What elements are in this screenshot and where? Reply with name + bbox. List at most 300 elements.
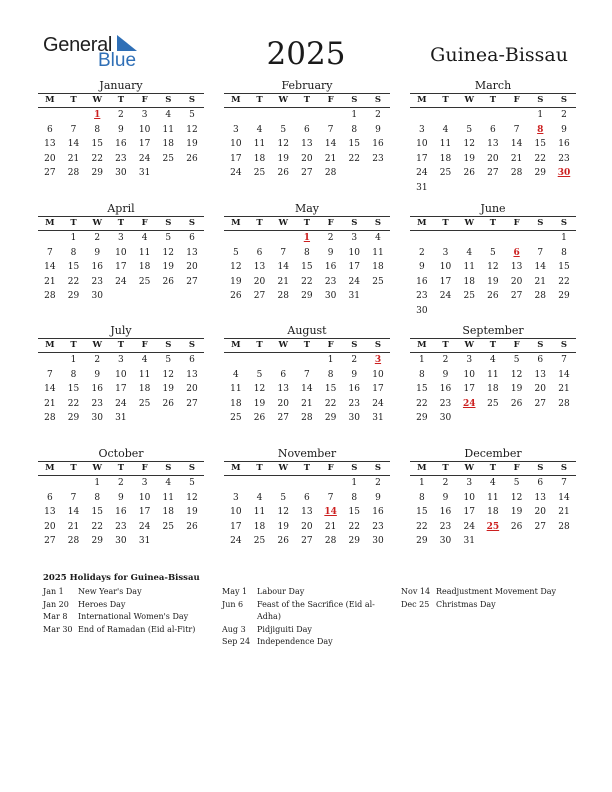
day-cell: 6 xyxy=(256,247,263,258)
day-cell: 17 xyxy=(372,384,384,395)
day-cell: 23 xyxy=(115,153,127,164)
day-cell: 25 xyxy=(463,291,475,302)
weekday-header: M xyxy=(224,338,248,353)
holiday-date: Dec 25 xyxy=(401,599,430,609)
weekday-header: T xyxy=(109,93,133,108)
weekday-header: M xyxy=(38,216,62,231)
holiday-day-cell: 8 xyxy=(537,124,544,135)
day-cell: 23 xyxy=(439,398,452,409)
weekday-header: S xyxy=(180,216,204,231)
empty-day-cell xyxy=(271,476,295,491)
weekday-header: S xyxy=(342,216,366,231)
day-cell: 22 xyxy=(416,398,428,409)
day-cell: 17 xyxy=(138,507,151,518)
weekday-header: S xyxy=(366,338,390,353)
empty-day-cell xyxy=(38,353,62,368)
day-cell: 6 xyxy=(490,124,496,135)
day-cell: 30 xyxy=(91,291,103,302)
day-cell: 5 xyxy=(256,369,263,380)
day-cell: 25 xyxy=(162,521,174,532)
month-name: October xyxy=(98,447,144,460)
holiday-item xyxy=(222,586,387,599)
weekday-header: T xyxy=(434,461,458,476)
day-cell: 4 xyxy=(490,478,496,488)
empty-day-cell xyxy=(528,231,552,246)
day-cell: 5 xyxy=(513,478,520,488)
day-cell: 5 xyxy=(165,355,172,365)
weekday-header: S xyxy=(552,461,576,476)
day-cell: 16 xyxy=(115,139,127,150)
day-cell: 25 xyxy=(138,398,151,409)
weekday-header: F xyxy=(133,338,157,353)
day-cell: 27 xyxy=(487,168,499,179)
day-cell: 19 xyxy=(277,153,289,164)
day-cell: 5 xyxy=(189,110,195,120)
weekday-header: S xyxy=(180,461,204,476)
weekday-header: T xyxy=(481,338,505,353)
weekday-header: S xyxy=(156,93,180,108)
weekday-header: F xyxy=(319,93,343,108)
day-cell: 30 xyxy=(372,536,384,547)
day-cell: 19 xyxy=(162,384,174,395)
day-cell: 18 xyxy=(230,398,242,409)
day-cell: 15 xyxy=(91,507,103,518)
day-cell: 12 xyxy=(463,139,475,150)
day-cell: 26 xyxy=(186,153,198,164)
day-cell: 1 xyxy=(94,478,101,488)
month-days-grid xyxy=(38,338,204,426)
weekday-header: S xyxy=(342,461,366,476)
day-cell: 6 xyxy=(46,492,53,503)
day-cell: 17 xyxy=(138,139,151,150)
weekday-header: S xyxy=(342,338,366,353)
weekday-header: T xyxy=(481,93,505,108)
weekday-header: M xyxy=(224,461,248,476)
day-cell: 15 xyxy=(67,262,80,273)
weekday-header: W xyxy=(457,216,481,231)
holiday-item xyxy=(222,636,387,649)
day-cell: 18 xyxy=(487,384,499,395)
day-cell: 6 xyxy=(304,492,310,503)
holiday-day-cell: 30 xyxy=(557,168,571,179)
day-cell: 10 xyxy=(372,369,384,380)
holiday-day-cell: 6 xyxy=(513,247,520,258)
day-cell: 13 xyxy=(277,384,289,395)
empty-day-cell xyxy=(434,231,458,246)
day-cell: 9 xyxy=(327,247,334,258)
day-cell: 4 xyxy=(165,478,172,488)
day-cell: 6 xyxy=(280,369,287,380)
day-cell: 24 xyxy=(230,168,242,179)
empty-day-cell xyxy=(224,476,248,491)
weekday-header: T xyxy=(62,338,86,353)
day-cell: 2 xyxy=(351,355,358,365)
day-cell: 2 xyxy=(442,478,449,488)
day-cell: 25 xyxy=(162,153,174,164)
day-cell: 14 xyxy=(558,492,570,503)
day-cell: 25 xyxy=(487,398,499,409)
day-cell: 17 xyxy=(230,521,242,532)
day-cell: 31 xyxy=(463,536,475,547)
day-cell: 8 xyxy=(70,247,77,258)
day-cell: 4 xyxy=(256,492,263,503)
day-cell: 28 xyxy=(44,413,56,424)
day-cell: 6 xyxy=(537,478,544,488)
holiday-day-cell: 1 xyxy=(303,233,311,243)
day-cell: 23 xyxy=(558,153,570,164)
month-april xyxy=(38,202,204,304)
day-cell: 26 xyxy=(277,536,289,547)
holiday-item xyxy=(43,611,213,624)
day-cell: 12 xyxy=(253,384,266,395)
day-cell: 30 xyxy=(115,536,127,547)
day-cell: 20 xyxy=(534,384,546,395)
weekday-header: F xyxy=(319,461,343,476)
empty-day-cell xyxy=(295,353,319,368)
empty-day-cell xyxy=(62,108,86,123)
day-cell: 9 xyxy=(94,247,101,258)
holiday-date: Jun 6 xyxy=(222,599,244,609)
day-cell: 28 xyxy=(44,291,56,302)
day-cell: 16 xyxy=(372,139,384,150)
day-cell: 24 xyxy=(115,276,127,287)
weekday-header: M xyxy=(224,93,248,108)
day-cell: 30 xyxy=(115,168,127,179)
day-cell: 8 xyxy=(561,247,567,258)
weekday-header: T xyxy=(434,93,458,108)
day-cell: 29 xyxy=(91,168,103,179)
day-cell: 22 xyxy=(348,521,360,532)
day-cell: 27 xyxy=(301,168,313,179)
day-cell: 28 xyxy=(558,398,570,409)
weekday-header: W xyxy=(271,216,295,231)
day-cell: 8 xyxy=(418,369,425,380)
day-cell: 22 xyxy=(91,521,103,532)
day-cell: 15 xyxy=(348,139,360,150)
day-cell: 23 xyxy=(439,521,452,532)
day-cell: 9 xyxy=(118,492,124,503)
day-cell: 13 xyxy=(534,369,546,380)
day-cell: 7 xyxy=(561,355,567,365)
day-cell: 13 xyxy=(253,262,266,273)
holiday-day-cell: 14 xyxy=(324,507,337,518)
day-cell: 2 xyxy=(375,478,381,488)
day-cell: 22 xyxy=(91,153,103,164)
day-cell: 19 xyxy=(487,276,499,287)
day-cell: 16 xyxy=(115,507,127,518)
day-cell: 26 xyxy=(162,398,174,409)
day-cell: 2 xyxy=(375,110,381,120)
day-cell: 27 xyxy=(44,168,56,179)
day-cell: 3 xyxy=(141,478,148,488)
weekday-header: W xyxy=(85,93,109,108)
month-june xyxy=(410,202,576,319)
weekday-header: W xyxy=(85,461,109,476)
empty-day-cell xyxy=(319,476,343,491)
empty-day-cell xyxy=(295,476,319,491)
day-cell: 25 xyxy=(439,168,452,179)
day-cell: 18 xyxy=(372,262,384,273)
weekday-header: M xyxy=(38,461,62,476)
day-cell: 26 xyxy=(487,291,499,302)
month-august xyxy=(224,324,390,426)
empty-day-cell xyxy=(271,108,295,123)
month-days-grid xyxy=(224,338,390,426)
day-cell: 7 xyxy=(561,478,567,488)
weekday-header: F xyxy=(505,461,529,476)
day-cell: 27 xyxy=(186,398,198,409)
day-cell: 17 xyxy=(463,384,475,395)
day-cell: 1 xyxy=(351,478,358,488)
day-cell: 24 xyxy=(138,521,151,532)
day-cell: 18 xyxy=(162,139,174,150)
day-cell: 26 xyxy=(463,168,475,179)
day-cell: 12 xyxy=(277,507,289,518)
day-cell: 20 xyxy=(301,153,313,164)
day-cell: 24 xyxy=(439,291,452,302)
day-cell: 26 xyxy=(510,521,523,532)
day-cell: 21 xyxy=(558,507,570,518)
weekday-header: T xyxy=(434,338,458,353)
logo-general-text: General xyxy=(43,34,113,56)
day-cell: 11 xyxy=(463,262,475,273)
weekday-header: T xyxy=(62,461,86,476)
day-cell: 11 xyxy=(162,124,174,135)
day-cell: 20 xyxy=(186,262,198,273)
day-cell: 4 xyxy=(141,233,148,243)
day-cell: 8 xyxy=(94,492,101,503)
day-cell: 23 xyxy=(372,153,384,164)
day-cell: 8 xyxy=(94,124,101,135)
holiday-name: Labour Day xyxy=(257,587,305,596)
day-cell: 24 xyxy=(463,521,475,532)
country-name: Guinea-Bissau xyxy=(430,44,568,66)
weekday-header: T xyxy=(248,93,272,108)
day-cell: 17 xyxy=(230,153,242,164)
day-cell: 14 xyxy=(558,369,570,380)
day-cell: 11 xyxy=(162,492,174,503)
weekday-header: M xyxy=(410,461,434,476)
day-cell: 12 xyxy=(510,369,523,380)
weekday-header: S xyxy=(528,216,552,231)
day-cell: 18 xyxy=(439,153,452,164)
weekday-header: S xyxy=(366,216,390,231)
day-cell: 15 xyxy=(348,507,360,518)
day-cell: 7 xyxy=(46,369,53,380)
day-cell: 5 xyxy=(280,492,287,503)
day-cell: 15 xyxy=(558,262,570,273)
holiday-day-cell: 3 xyxy=(374,355,382,365)
weekday-header: F xyxy=(505,93,529,108)
day-cell: 19 xyxy=(463,153,475,164)
day-cell: 1 xyxy=(70,233,77,243)
holiday-date: May 1 xyxy=(222,587,248,596)
day-cell: 26 xyxy=(230,291,242,302)
holiday-item xyxy=(43,624,213,637)
day-cell: 3 xyxy=(118,233,124,243)
day-cell: 4 xyxy=(141,355,148,365)
day-cell: 1 xyxy=(418,478,425,488)
day-cell: 24 xyxy=(230,536,242,547)
holiday-column xyxy=(401,586,571,611)
weekday-header: S xyxy=(156,216,180,231)
day-cell: 4 xyxy=(165,110,172,120)
day-cell: 11 xyxy=(230,384,242,395)
day-cell: 14 xyxy=(44,384,56,395)
day-cell: 16 xyxy=(558,139,570,150)
weekday-header: T xyxy=(62,216,86,231)
day-cell: 22 xyxy=(301,276,313,287)
weekday-header: T xyxy=(295,461,319,476)
weekday-header: W xyxy=(271,461,295,476)
empty-day-cell xyxy=(505,108,529,123)
day-cell: 17 xyxy=(115,262,127,273)
day-cell: 21 xyxy=(510,153,523,164)
day-cell: 28 xyxy=(67,536,80,547)
day-cell: 3 xyxy=(418,124,425,135)
day-cell: 11 xyxy=(487,369,499,380)
month-name: June xyxy=(480,202,506,215)
weekday-header: F xyxy=(133,461,157,476)
day-cell: 23 xyxy=(115,521,127,532)
month-days-grid xyxy=(410,216,576,319)
day-cell: 16 xyxy=(324,262,337,273)
weekday-header: T xyxy=(62,93,86,108)
day-cell: 6 xyxy=(46,124,53,135)
day-cell: 11 xyxy=(439,139,452,150)
weekday-header: T xyxy=(295,216,319,231)
day-cell: 27 xyxy=(44,536,56,547)
month-november xyxy=(224,447,390,549)
day-cell: 6 xyxy=(304,124,310,135)
day-cell: 4 xyxy=(490,355,496,365)
empty-day-cell xyxy=(505,231,529,246)
day-cell: 20 xyxy=(277,398,289,409)
day-cell: 29 xyxy=(67,413,80,424)
day-cell: 3 xyxy=(232,492,239,503)
month-name: September xyxy=(462,324,524,337)
weekday-header: S xyxy=(366,93,390,108)
day-cell: 13 xyxy=(487,139,499,150)
holiday-name: Feast of the Sacrifice (Eid al-Adha) xyxy=(257,599,375,621)
empty-day-cell xyxy=(38,476,62,491)
empty-day-cell xyxy=(457,108,481,123)
day-cell: 16 xyxy=(439,384,452,395)
day-cell: 13 xyxy=(510,262,523,273)
day-cell: 24 xyxy=(115,398,127,409)
empty-day-cell xyxy=(224,353,248,368)
day-cell: 31 xyxy=(372,413,384,424)
day-cell: 10 xyxy=(230,507,242,518)
day-cell: 12 xyxy=(487,262,499,273)
month-september xyxy=(410,324,576,426)
weekday-header: S xyxy=(528,461,552,476)
weekday-header: S xyxy=(342,93,366,108)
empty-day-cell xyxy=(38,231,62,246)
day-cell: 25 xyxy=(253,168,266,179)
day-cell: 3 xyxy=(118,355,124,365)
day-cell: 15 xyxy=(67,384,80,395)
weekday-header: M xyxy=(38,338,62,353)
day-cell: 2 xyxy=(442,355,449,365)
day-cell: 21 xyxy=(324,521,337,532)
day-cell: 29 xyxy=(416,413,428,424)
weekday-header: T xyxy=(248,461,272,476)
day-cell: 26 xyxy=(162,276,174,287)
day-cell: 25 xyxy=(372,276,384,287)
holiday-date: Jan 1 xyxy=(43,587,64,596)
day-cell: 21 xyxy=(534,276,546,287)
month-march xyxy=(410,79,576,196)
day-cell: 29 xyxy=(416,536,428,547)
day-cell: 25 xyxy=(253,536,266,547)
empty-day-cell xyxy=(271,231,295,246)
day-cell: 8 xyxy=(304,247,310,258)
day-cell: 1 xyxy=(537,110,544,120)
day-cell: 7 xyxy=(304,369,310,380)
day-cell: 2 xyxy=(94,233,101,243)
weekday-header: S xyxy=(528,338,552,353)
logo-blue-text: Blue xyxy=(98,50,137,71)
empty-day-cell xyxy=(434,108,458,123)
weekday-header: T xyxy=(481,216,505,231)
month-name: May xyxy=(294,202,320,215)
month-january xyxy=(38,79,204,181)
day-cell: 5 xyxy=(189,478,195,488)
day-cell: 9 xyxy=(94,369,101,380)
weekday-header: M xyxy=(410,338,434,353)
day-cell: 4 xyxy=(256,124,263,135)
day-cell: 27 xyxy=(253,291,266,302)
day-cell: 6 xyxy=(537,355,544,365)
empty-day-cell xyxy=(224,108,248,123)
month-name: November xyxy=(277,447,337,460)
month-days-grid xyxy=(410,93,576,196)
month-days-grid xyxy=(38,461,204,549)
day-cell: 20 xyxy=(253,276,266,287)
day-cell: 22 xyxy=(416,521,428,532)
day-cell: 18 xyxy=(162,507,174,518)
day-cell: 18 xyxy=(253,521,266,532)
day-cell: 21 xyxy=(44,398,56,409)
day-cell: 22 xyxy=(348,153,360,164)
day-cell: 1 xyxy=(561,233,567,243)
day-cell: 20 xyxy=(487,153,499,164)
month-october xyxy=(38,447,204,549)
holiday-name: International Women's Day xyxy=(78,612,189,621)
day-cell: 20 xyxy=(534,507,546,518)
day-cell: 31 xyxy=(138,536,151,547)
day-cell: 14 xyxy=(277,262,289,273)
day-cell: 29 xyxy=(324,413,337,424)
month-days-grid xyxy=(224,93,390,181)
weekday-header: M xyxy=(224,216,248,231)
day-cell: 19 xyxy=(162,262,174,273)
day-cell: 29 xyxy=(67,291,80,302)
holiday-date: Aug 3 xyxy=(222,624,246,634)
day-cell: 15 xyxy=(91,139,103,150)
day-cell: 29 xyxy=(91,536,103,547)
day-cell: 17 xyxy=(416,153,428,164)
day-cell: 24 xyxy=(372,398,384,409)
day-cell: 21 xyxy=(558,384,570,395)
day-cell: 22 xyxy=(67,276,80,287)
day-cell: 15 xyxy=(416,384,428,395)
holiday-name: Christmas Day xyxy=(436,599,496,609)
weekday-header: S xyxy=(180,93,204,108)
day-cell: 9 xyxy=(418,262,425,273)
day-cell: 23 xyxy=(372,521,384,532)
